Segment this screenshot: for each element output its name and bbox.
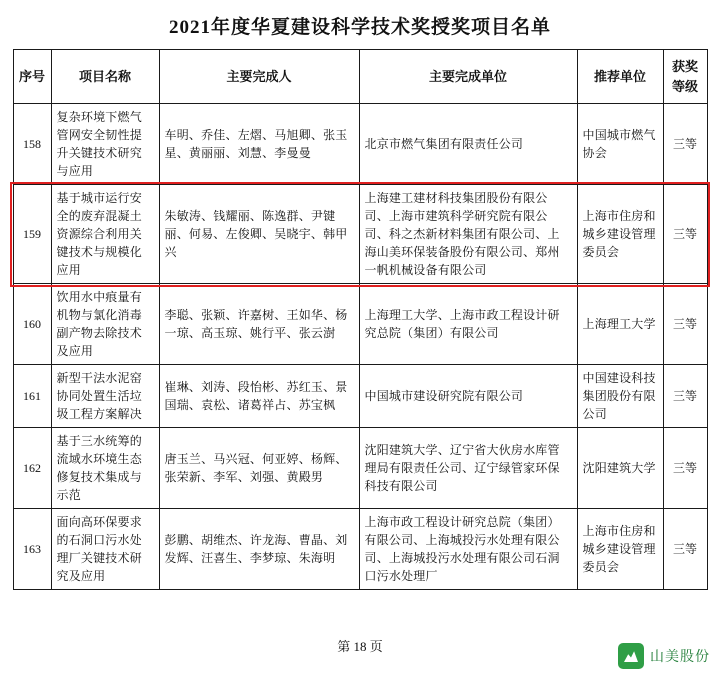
cell-project-name: 基于三水统筹的流域水环境生态修复技术集成与示范 — [51, 428, 159, 509]
cell-recommender: 中国建设科技集团股份有限公司 — [577, 365, 663, 428]
page-title: 2021年度华夏建设科学技术奖授奖项目名单 — [168, 17, 551, 38]
cell-grade: 三等 — [663, 509, 707, 590]
cell-project-name: 基于城市运行安全的废弃混凝土资源综合利用关键技术与规模化应用 — [51, 185, 159, 284]
column-header-recommender: 推荐单位 — [577, 50, 663, 104]
cell-project-name: 新型干法水泥窑协同处置生活垃圾工程方案解决 — [51, 365, 159, 428]
cell-contributors: 朱敏涛、钱耀丽、陈逸群、尹键丽、何易、左俊卿、吴晓宇、韩甲兴 — [159, 185, 359, 284]
wechat-logo-icon — [618, 643, 644, 669]
cell-grade: 三等 — [663, 365, 707, 428]
cell-no: 162 — [13, 428, 51, 509]
cell-contributors: 唐玉兰、马兴冠、何亚婷、杨辉、张荣新、李军、刘强、黄殿男 — [159, 428, 359, 509]
cell-contributors: 彭鹏、胡维杰、许龙海、曹晶、刘发辉、汪喜生、李梦琼、朱海明 — [159, 509, 359, 590]
table-row — [13, 104, 707, 185]
column-header-units: 主要完成单位 — [359, 50, 577, 104]
cell-no: 158 — [13, 104, 51, 185]
table-header-row — [13, 50, 707, 104]
cell-contributors: 李聪、张颖、许嘉树、王如华、杨一琼、高玉琼、姚行平、张云澍 — [159, 284, 359, 365]
cell-contributors: 崔琳、刘涛、段怡彬、苏红玉、景国瑞、袁松、诸葛祥占、苏宝枫 — [159, 365, 359, 428]
column-header-grade: 获奖等级 — [663, 50, 707, 104]
cell-units: 沈阳建筑大学、辽宁省大伙房水库管理局有限责任公司、辽宁绿管家环保科技有限公司 — [359, 428, 577, 509]
cell-project-name: 复杂环境下燃气管网安全韧性提升关键技术研究与应用 — [51, 104, 159, 185]
cell-no: 159 — [13, 185, 51, 284]
cell-recommender: 上海理工大学 — [577, 284, 663, 365]
cell-no: 161 — [13, 365, 51, 428]
cell-no: 160 — [13, 284, 51, 365]
cell-project-name: 饮用水中痕量有机物与氯化消毒副产物去除技术及应用 — [51, 284, 159, 365]
watermark — [618, 643, 710, 669]
table-row — [13, 284, 707, 365]
cell-recommender: 上海市住房和城乡建设管理委员会 — [577, 509, 663, 590]
column-header-contributors: 主要完成人 — [159, 50, 359, 104]
watermark-label: 山美股份 — [650, 648, 710, 664]
cell-grade: 三等 — [663, 284, 707, 365]
column-header-project-name: 项目名称 — [51, 50, 159, 104]
cell-units: 北京市燃气集团有限责任公司 — [359, 104, 577, 185]
cell-units: 上海市政工程设计研究总院（集团）有限公司、上海城投污水处理有限公司、上海城投污水处理有限公司石洞口污水处理厂 — [359, 509, 577, 590]
table-row — [13, 365, 707, 428]
table-row — [13, 428, 707, 509]
cell-project-name: 面向高环保要求的石洞口污水处理厂关键技术研究及应用 — [51, 509, 159, 590]
cell-units: 中国城市建设研究院有限公司 — [359, 365, 577, 428]
table-row — [13, 509, 707, 590]
table-row-highlighted — [13, 185, 707, 284]
cell-recommender: 中国城市燃气协会 — [577, 104, 663, 185]
cell-recommender: 沈阳建筑大学 — [577, 428, 663, 509]
cell-grade: 三等 — [663, 428, 707, 509]
cell-recommender: 上海市住房和城乡建设管理委员会 — [577, 185, 663, 284]
cell-grade: 三等 — [663, 185, 707, 284]
award-list-table — [13, 49, 708, 590]
cell-grade: 三等 — [663, 104, 707, 185]
cell-no: 163 — [13, 509, 51, 590]
cell-units: 上海建工建材科技集团股份有限公司、上海市建筑科学研究院有限公司、科之杰新材料集团有限公司、上海山美环保装备股份有限公司、郑州一帆机械设备有限公司 — [359, 185, 577, 284]
cell-units: 上海理工大学、上海市政工程设计研究总院（集团）有限公司 — [359, 284, 577, 365]
column-header-no: 序号 — [13, 50, 51, 104]
page-footer: 第 18 页 — [337, 639, 383, 654]
cell-contributors: 车明、乔佳、左熠、马旭卿、张玉星、黄丽丽、刘慧、李曼曼 — [159, 104, 359, 185]
table-body — [13, 104, 707, 590]
